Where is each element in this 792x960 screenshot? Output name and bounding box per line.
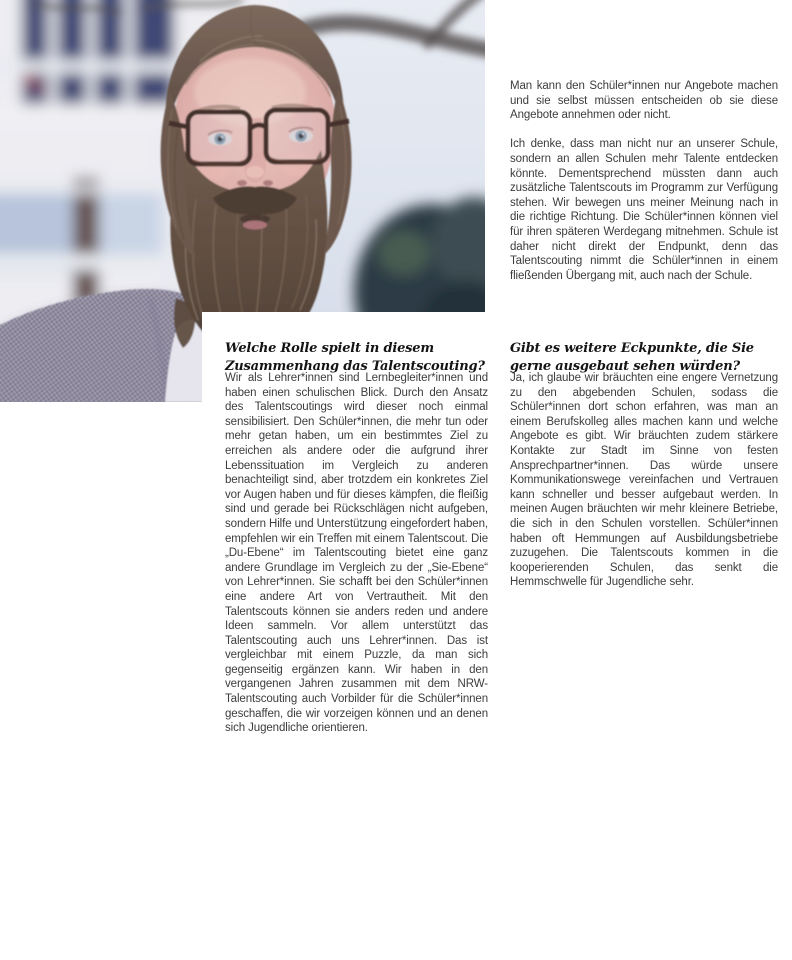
intro-paragraph-2: Ich denke, dass man nicht nur an unserer Schule, sondern an allen Schulen mehr Talente entdecken könnte. Dementsprechend müssten dann auch zusätzliche Talentscouts im Programm zur Verfügung stehen. Wir bewegen uns meiner Meinung nach in die richtige Richtung. Die Schüler*innen können viel für ihren späteren Werdegang mitnehmen. Schule ist daher nicht direkt der Endpunkt, denn das Talentscouting nimmt die Schüler*innen in einem fließenden Übergang mit, auch nach der Schule. bbox=[510, 138, 778, 282]
answer-talentscouting-paragraph: Wir als Lehrer*innen sind Lernbegleiter*innen und haben einen schulischen Blick. Durch den Ansatz des Talentscoutings wird dieser noch einmal sensibilisiert. Den Schüler*innen, die mehr tun oder mehr getan haben, um ein bestimmtes Ziel zu erreichen als andere oder die aufgrund ihrer Lebenssituation im Vergleich zu anderen benachteiligt sind, aber trotzdem ein konkretes Ziel vor Augen haben und für dieses kämpfen, die fleißig sind und gerade bei Rückschlägen nicht aufgeben, sondern Hilfe und Unterstützung eingefordert haben, empfehlen wir ein Treffen mit einem Talentscout. Die „Du-Ebene“ im Talentscouting bietet eine ganz andere Grundlage im Vergleich zu der „Sie-Ebene“ von Lehrer*innen. Sie schafft bei den Schüler*innen eine andere Art von Vertrautheit. Mit den Talentscouts können sie anders reden und andere Ideen sammeln. Vor allem unterstützt das Talentscouting auch uns Lehrer*innen. Das ist vergleichbar mit einem Puzzle, da man sich gegenseitig ergänzen kann. Wir haben in den vergangenen Jahren zusammen mit dem NRW-Talentscouting auch Vorbilder für die Schüler*innen geschaffen, die wir vorzeigen können und an denen sich Jugendliche orientieren. bbox=[225, 372, 488, 735]
intro-paragraph-1: Man kann den Schüler*innen nur Angebote machen und sie selbst müssen entscheiden ob sie diese Angebote annehmen oder nicht. bbox=[510, 80, 778, 122]
answer-intro-column bbox=[510, 79, 778, 298]
question-heading-talentscouting: Welche Rolle spielt in diesem Zusammenhang das Talentscouting? bbox=[225, 340, 485, 374]
question-heading-eckpunkte: Gibt es weitere Eckpunkte, die Sie gerne ausgebaut sehen würden? bbox=[510, 340, 754, 374]
answer-eckpunkte-column bbox=[510, 371, 778, 605]
answer-talentscouting-column bbox=[225, 371, 488, 750]
answer-eckpunkte-paragraph: Ja, ich glaube wir bräuchten eine engere Vernetzung zu den abgebenden Schulen, sodass die Schüler*innen dort schon erfahren, was man an einem Berufskolleg alles machen kann und welche Angebote es gibt. Wir bräuchten zudem stärkere Kontakte zur Stadt im Sinne von festen Ansprechpartner*innen. Das würde unsere Kommunikationswege vereinfachen und Vertrauen kann schneller und besser aufgebaut werden. In meinen Augen bräuchten wir mehr kleinere Betriebe, die sich in den Schulen vorstellen. Schüler*innen haben oft Hemmungen auf Ausbildungsbetriebe zuzugehen. Die Talentscouts kommen in die kooperierenden Schulen, das senkt die Hemmschwelle für Jugendliche sehr. bbox=[510, 372, 778, 589]
